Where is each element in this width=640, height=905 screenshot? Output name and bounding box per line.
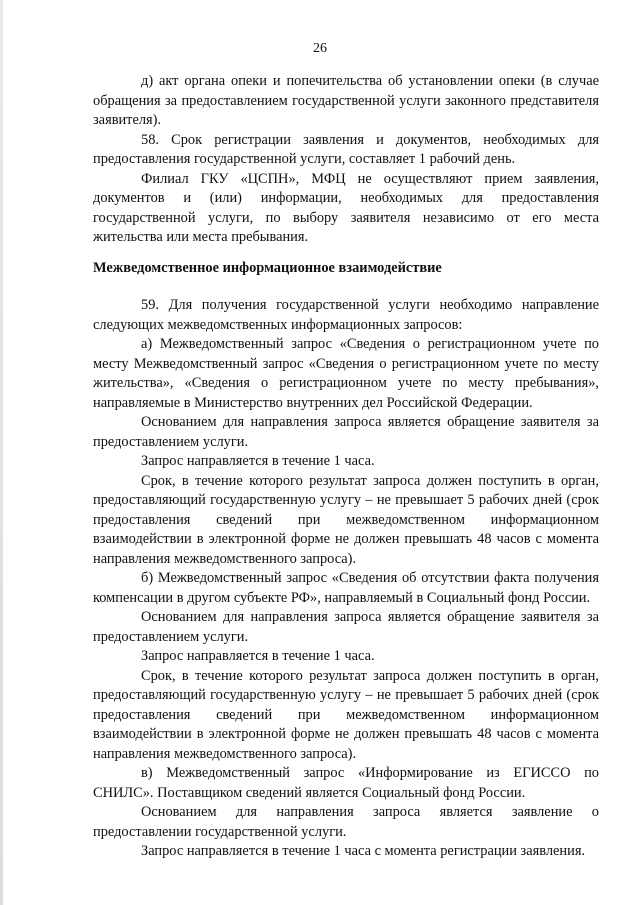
scan-edge xyxy=(0,0,3,905)
paragraph-timing-b: Запрос направляется в течение 1 часа. xyxy=(141,648,375,664)
paragraph-deadline-a: Срок, в течение которого результат запроса должен поступить в орган, предоставляющий государственную услугу – не превышает 5 рабочих дней (срок предоставления сведений при межведомственном информационном взаимодействии в электронной форме не должен превышать 48 часов с момента направления межведомственного запроса). xyxy=(93,472,599,567)
section-heading: Межведомственное информационное взаимодействие xyxy=(93,259,442,276)
paragraph-basis-b: Основанием для направления запроса является обращение заявителя за предоставлением услуги. xyxy=(93,609,599,645)
paragraph-item-d: д) акт органа опеки и попечительства об установлении опеки (в случае обращения за предоставлением государственной услуги законного представителя заявителя). xyxy=(93,73,599,128)
paragraph-timing-v: Запрос направляется в течение 1 часа с момента регистрации заявления. xyxy=(141,843,586,859)
paragraph-request-a: а) Межведомственный запрос «Сведения о регистрационном учете по месту Межведомственный запрос «Сведения о регистрационном учете по месту жительства», «Сведения о регистрационном учете по месту пребывания», направляемые в Министерство внутренних дел Российской Федерации. xyxy=(93,336,599,411)
paragraph-timing-a: Запрос направляется в течение 1 часа. xyxy=(141,453,375,469)
paragraph-58: 58. Срок регистрации заявления и документов, необходимых для предоставления государственной услуги, составляет 1 рабочий день. xyxy=(93,131,599,167)
paragraph-request-b: б) Межведомственный запрос «Сведения об отсутствии факта получения компенсации в другом субъекте РФ», направляемый в Социальный фонд России. xyxy=(93,570,599,606)
paragraph-basis-a: Основанием для направления запроса является обращение заявителя за предоставлением услуги. xyxy=(93,414,599,450)
paragraph-deadline-b: Срок, в течение которого результат запроса должен поступить в орган, предоставляющий государственную услугу – не превышает 5 рабочих дней (срок предоставления сведений при межведомственном информационном взаимодействии в электронной форме не должен превышать 48 часов с момента направления межведомственного запроса). xyxy=(93,667,599,762)
document-body xyxy=(93,72,599,862)
page-number: 26 xyxy=(313,41,327,56)
paragraph-basis-v: Основанием для направления запроса является заявление о предоставлении государственной услуги. xyxy=(93,804,599,840)
paragraph-branch-mfc: Филиал ГКУ «ЦСПН», МФЦ не осуществляют прием заявления, документов и (или) информации, необходимых для предоставления государственной услуги, по выбору заявителя независимо от его места жительства или места пребывания. xyxy=(93,170,599,245)
paragraph-59: 59. Для получения государственной услуги необходимо направление следующих межведомственных информационных запросов: xyxy=(93,297,599,333)
paragraph-request-v: в) Межведомственный запрос «Информирование из ЕГИССО по СНИЛС». Поставщиком сведений является Социальный фонд России. xyxy=(93,765,599,801)
